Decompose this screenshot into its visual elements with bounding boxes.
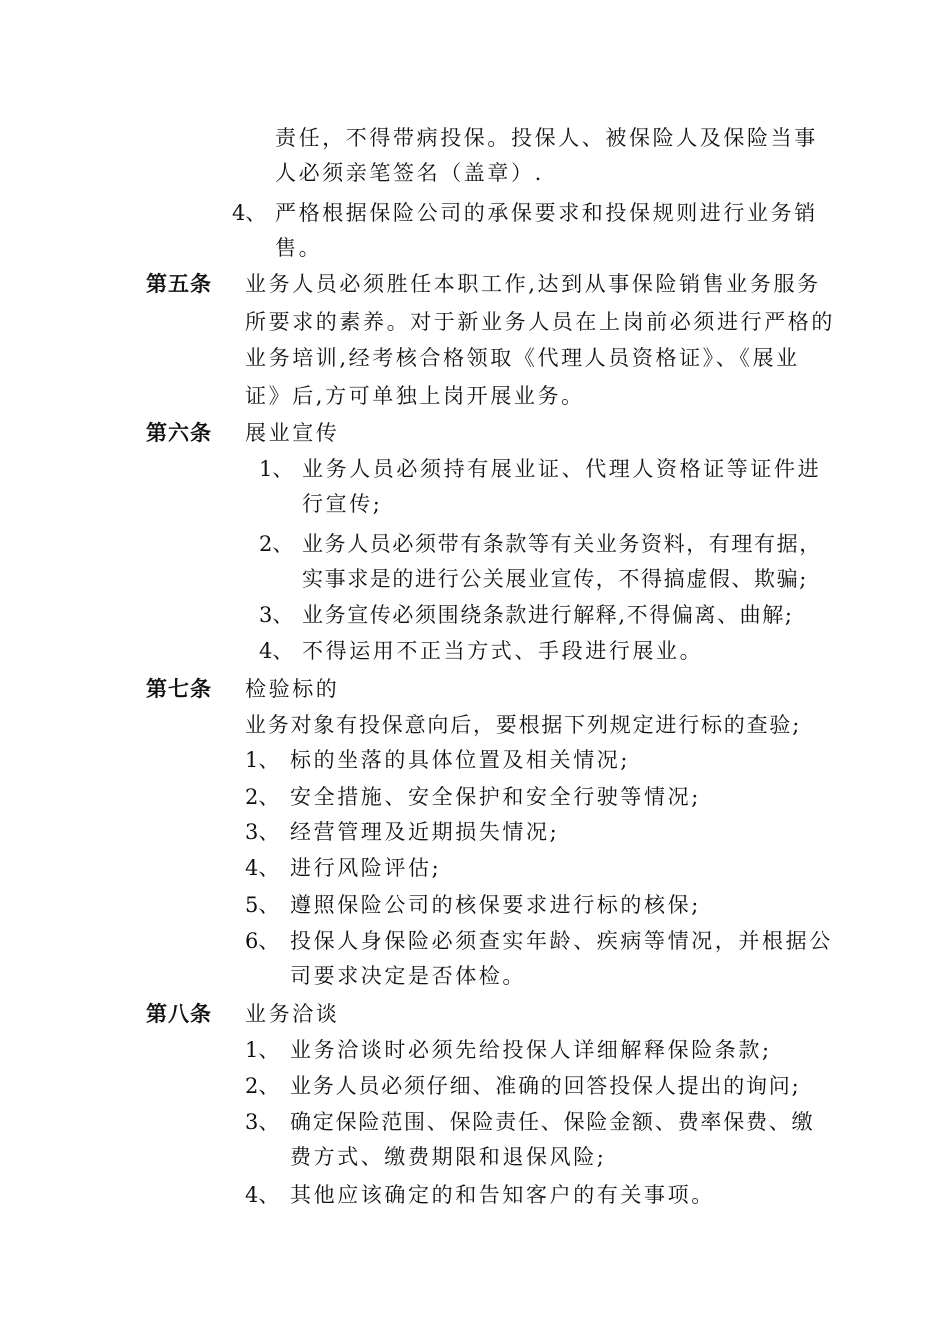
item-number: 2、 (245, 1074, 280, 1098)
article-body-line: 业务培训,经考核合格领取《代理人员资格证》、《展业 (245, 346, 800, 370)
item-text: 投保人身保险必须查实年龄、疾病等情况，并根据公 (290, 929, 833, 953)
article-heading: 第六条 (146, 420, 212, 445)
item-number: 4、 (245, 1183, 280, 1207)
item-number: 5、 (245, 893, 280, 917)
item-number: 3、 (245, 1110, 280, 1134)
continuation-line: 人必须亲笔签名（盖章）. (275, 161, 544, 185)
item-text: 行宣传; (302, 492, 383, 516)
item-text: 费方式、缴费期限和退保风险; (290, 1145, 607, 1169)
item-number: 1、 (245, 1038, 280, 1062)
item-text: 其他应该确定的和告知客户的有关事项。 (290, 1183, 715, 1207)
item-text: 不得运用不正当方式、手段进行展业。 (302, 639, 704, 663)
article-body-line: 业务人员必须胜任本职工作,达到从事保险销售业务服务 (245, 272, 821, 296)
article-title: 检验标的 (245, 677, 340, 701)
item-text: 业务人员必须仔细、准确的回答投保人提出的询问; (290, 1074, 801, 1098)
item-number: 4、 (232, 201, 267, 225)
item-text: 进行风险评估; (290, 856, 442, 880)
item-text: 业务宣传必须围绕条款进行解释,不得偏离、曲解; (302, 603, 794, 627)
article-title: 展业宣传 (245, 421, 340, 445)
article-intro: 业务对象有投保意向后，要根据下列规定进行标的查验; (245, 713, 802, 737)
item-text: 安全措施、安全保护和安全行驶等情况; (290, 785, 701, 809)
item-number: 6、 (245, 929, 280, 953)
item-number: 2、 (259, 532, 294, 556)
article-heading: 第五条 (146, 271, 212, 296)
item-text: 司要求决定是否体检。 (290, 964, 526, 988)
continuation-line: 责任，不得带病投保。投保人、被保险人及保险当事 (275, 126, 818, 150)
item-number: 4、 (245, 856, 280, 880)
article-title: 业务洽谈 (245, 1002, 340, 1026)
item-text: 实事求是的进行公关展业宣传，不得搞虚假、欺骗; (302, 567, 808, 591)
item-text: 标的坐落的具体位置及相关情况; (290, 748, 631, 772)
item-number: 2、 (245, 785, 280, 809)
item-text: 遵照保险公司的核保要求进行标的核保; (290, 893, 701, 917)
item-number: 4、 (259, 639, 294, 663)
item-number: 1、 (245, 748, 280, 772)
article-body-line: 证》后,方可单独上岗开展业务。 (245, 384, 585, 408)
item-text: 售。 (275, 236, 323, 260)
article-heading: 第八条 (146, 1001, 212, 1026)
item-number: 1、 (259, 457, 294, 481)
article-heading: 第七条 (146, 676, 212, 701)
item-text: 经营管理及近期损失情况; (290, 820, 560, 844)
item-number: 3、 (259, 603, 294, 627)
article-body-line: 所要求的素养。对于新业务人员在上岗前必须进行严格的 (245, 310, 835, 334)
item-text: 严格根据保险公司的承保要求和投保规则进行业务销 (275, 201, 818, 225)
item-text: 确定保险范围、保险责任、保险金额、费率保费、缴 (290, 1110, 815, 1134)
item-text: 业务人员必须持有展业证、代理人资格证等证件进 (302, 457, 822, 481)
item-text: 业务人员必须带有条款等有关业务资料，有理有据， (302, 532, 822, 556)
item-text: 业务洽谈时必须先给投保人详细解释保险条款; (290, 1038, 772, 1062)
item-number: 3、 (245, 820, 280, 844)
